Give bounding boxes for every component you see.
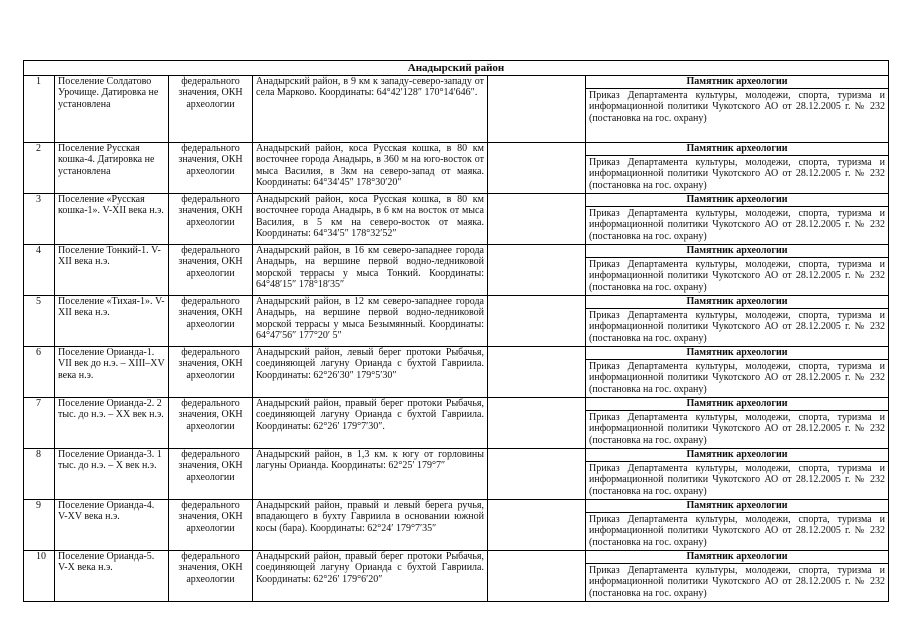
category-cell: [586, 500, 889, 551]
category-cell: [586, 296, 889, 347]
category-label: Памятник археологии: [586, 347, 888, 360]
row-number: 1: [24, 76, 55, 143]
section-header-row: [24, 61, 889, 76]
significance: федерального значения, ОКН археологии: [169, 449, 253, 500]
empty-cell: [488, 296, 586, 347]
empty-cell: [488, 500, 586, 551]
category-cell: [586, 449, 889, 500]
location: Анадырский район, коса Русская кошка, в 80 км восточнее города Анадырь, в 360 м на юго-восток от мыса Василия, в 3км на северо-запад от маяка. Координаты: 64°34′45″ 178°30′20″: [253, 143, 488, 194]
category-cell: [586, 143, 889, 194]
category-cell: [586, 347, 889, 398]
table-row: [24, 245, 889, 296]
site-name: Поселение Солдатово Урочище. Датировка не установлена: [55, 76, 169, 143]
table-row: [24, 551, 889, 602]
row-number: 3: [24, 194, 55, 245]
protection-document: Приказ Департамента культуры, молодежи, спорта, туризма и информационной политики Чукотского АО от 28.12.2005 г. № 232 (постановка на гос. охрану): [589, 310, 885, 344]
empty-cell: [488, 143, 586, 194]
category-cell: [586, 398, 889, 449]
category-label: Памятник археологии: [586, 500, 888, 513]
significance: федерального значения, ОКН археологии: [169, 296, 253, 347]
location: Анадырский район, коса Русская кошка, в 80 км восточнее города Анадырь, в 6 км на восток от мыса Василия, в 5 км на северо-восток от маяка. Координаты: 64°34′5″ 178°32′52″: [253, 194, 488, 245]
empty-cell: [488, 245, 586, 296]
row-number: 2: [24, 143, 55, 194]
category-cell: [586, 76, 889, 143]
significance: федерального значения, ОКН археологии: [169, 347, 253, 398]
protection-document: Приказ Департамента культуры, молодежи, спорта, туризма и информационной политики Чукотского АО от 28.12.2005 г. № 232 (постановка на гос. охрану): [589, 565, 885, 599]
category-label: Памятник археологии: [586, 296, 888, 309]
category-cell: [586, 551, 889, 602]
table-row: [24, 500, 889, 551]
row-number: 6: [24, 347, 55, 398]
protection-document: Приказ Департамента культуры, молодежи, спорта, туризма и информационной политики Чукотского АО от 28.12.2005 г. № 232 (постановка на гос. охрану): [589, 208, 885, 242]
category-cell: [586, 194, 889, 245]
site-name: Поселение Русская кошка-4. Датировка не установлена: [55, 143, 169, 194]
protection-document: Приказ Департамента культуры, молодежи, спорта, туризма и информационной политики Чукотского АО от 28.12.2005 г. № 232 (постановка на гос. охрану): [589, 361, 885, 395]
row-number: 5: [24, 296, 55, 347]
location: Анадырский район, правый берег протоки Рыбачья, соединяющей лагуну Орианда с бухтой Гавриила. Координаты: 62°26′ 179°7′30″.: [253, 398, 488, 449]
location: Анадырский район, в 16 км северо-западнее города Анадырь, на вершине первой водно-ледниковой морской террасы у мыса Тонкий. Координаты: 64°48′15″ 178°18′35″: [253, 245, 488, 296]
protection-document: Приказ Департамента культуры, молодежи, спорта, туризма и информационной политики Чукотского АО от 28.12.2005 г. № 232 (постановка на гос. охрану): [589, 259, 885, 293]
row-number: 7: [24, 398, 55, 449]
empty-cell: [488, 76, 586, 143]
site-name: Поселение Орианда-4. V-XV века н.э.: [55, 500, 169, 551]
document-page: [23, 60, 888, 602]
category-label: Памятник археологии: [586, 143, 888, 156]
significance: федерального значения, ОКН археологии: [169, 398, 253, 449]
category-label: Памятник археологии: [586, 245, 888, 258]
empty-cell: [488, 194, 586, 245]
row-number: 9: [24, 500, 55, 551]
table-row: [24, 76, 889, 143]
row-number: 10: [24, 551, 55, 602]
empty-cell: [488, 551, 586, 602]
empty-cell: [488, 449, 586, 500]
empty-cell: [488, 347, 586, 398]
category-label: Памятник археологии: [586, 449, 888, 462]
significance: федерального значения, ОКН археологии: [169, 194, 253, 245]
location: Анадырский район, в 9 км к западу-северо-западу от села Марково. Координаты: 64°42′128″ 170°14′646″.: [253, 76, 488, 143]
empty-cell: [488, 398, 586, 449]
site-name: Поселение Тонкий-1. V-XII века н.э.: [55, 245, 169, 296]
table-row: [24, 296, 889, 347]
significance: федерального значения, ОКН археологии: [169, 76, 253, 143]
protection-document: Приказ Департамента культуры, молодежи, спорта, туризма и информационной политики Чукотского АО от 28.12.2005 г. № 232 (постановка на гос. охрану): [589, 157, 885, 191]
row-number: 4: [24, 245, 55, 296]
site-name: Поселение «Русская кошка-1». V-XII века н.э.: [55, 194, 169, 245]
table-row: [24, 449, 889, 500]
category-label: Памятник археологии: [586, 194, 888, 207]
category-label: Памятник археологии: [586, 76, 888, 89]
site-name: Поселение «Тихая-1». V-XII века н.э.: [55, 296, 169, 347]
significance: федерального значения, ОКН археологии: [169, 143, 253, 194]
category-cell: [586, 245, 889, 296]
site-name: Поселение Орианда-2. 2 тыс. до н.э. – XX век н.э.: [55, 398, 169, 449]
table-row: [24, 194, 889, 245]
row-number: 8: [24, 449, 55, 500]
protection-document: Приказ Департамента культуры, молодежи, спорта, туризма и информационной политики Чукотского АО от 28.12.2005 г. № 232 (постановка на гос. охрану): [589, 90, 885, 124]
location: Анадырский район, левый берег протоки Рыбачья, соединяющей лагуну Орианда с бухтой Гавриила. Координаты: 62°26′30″ 179°5′30″: [253, 347, 488, 398]
significance: федерального значения, ОКН археологии: [169, 551, 253, 602]
table-row: [24, 398, 889, 449]
protection-document: Приказ Департамента культуры, молодежи, спорта, туризма и информационной политики Чукотского АО от 28.12.2005 г. № 232 (постановка на гос. охрану): [589, 514, 885, 548]
location: Анадырский район, в 12 км северо-западнее города Анадырь, на вершине первой водно-ледниковой морской террасы у мыса Безымянный. Координаты: 64°47′56″ 177°20′ 5″: [253, 296, 488, 347]
heritage-table: [23, 60, 889, 602]
location: Анадырский район, правый берег протоки Рыбачья, соединяющей лагуну Орианда с бухтой Гавриила. Координаты: 62°26′ 179°6′20″: [253, 551, 488, 602]
significance: федерального значения, ОКН археологии: [169, 500, 253, 551]
location: Анадырский район, в 1,3 км. к югу от горловины лагуны Орианда. Координаты: 62°25′ 179°7″: [253, 449, 488, 500]
section-title: Анадырский район: [24, 61, 889, 76]
category-label: Памятник археологии: [586, 551, 888, 564]
site-name: Поселение Орианда-3. 1 тыс. до н.э. – X век н.э.: [55, 449, 169, 500]
table-row: [24, 347, 889, 398]
table-row: [24, 143, 889, 194]
category-label: Памятник археологии: [586, 398, 888, 411]
location: Анадырский район, правый и левый берега ручья, впадающего в бухту Гавриила в основании южной косы (бара). Координаты: 62°24′ 179°7′35″: [253, 500, 488, 551]
site-name: Поселение Орианда-5. V-X века н.э.: [55, 551, 169, 602]
significance: федерального значения, ОКН археологии: [169, 245, 253, 296]
protection-document: Приказ Департамента культуры, молодежи, спорта, туризма и информационной политики Чукотского АО от 28.12.2005 г. № 232 (постановка на гос. охрану): [589, 412, 885, 446]
protection-document: Приказ Департамента культуры, молодежи, спорта, туризма и информационной политики Чукотского АО от 28.12.2005 г. № 232 (постановка на гос. охрану): [589, 463, 885, 497]
site-name: Поселение Орианда-1. VII век до н.э. – XIII–XV века н.э.: [55, 347, 169, 398]
